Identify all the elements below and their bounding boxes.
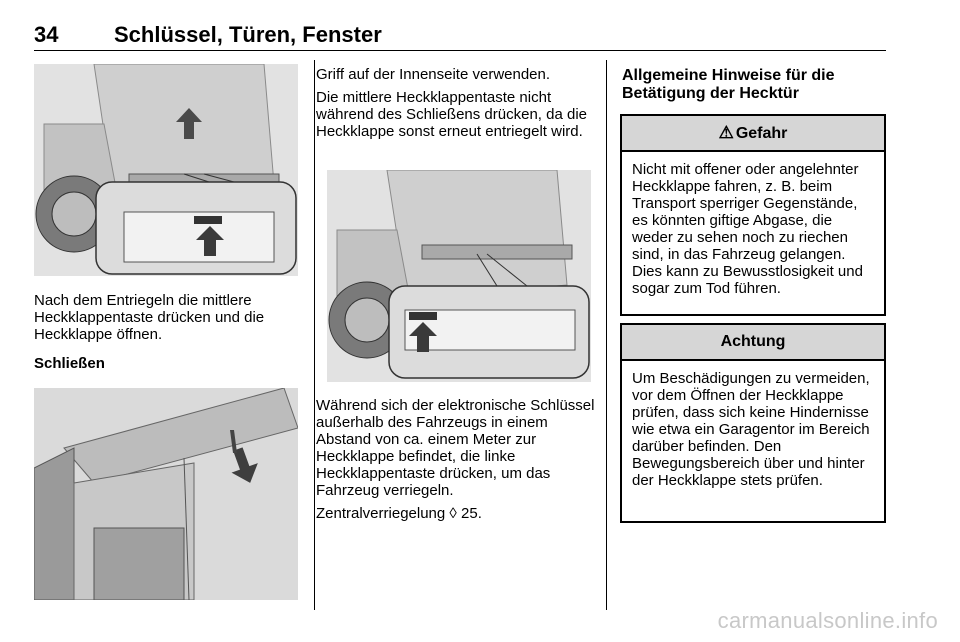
column-divider-left xyxy=(314,60,315,610)
figure-tailgate-left-button xyxy=(327,170,591,382)
figure-tailgate-open xyxy=(34,388,298,600)
section-heading: Allgemeine Hinweise für die Betätigung der Hecktür xyxy=(622,67,835,102)
crossref-page: 25. xyxy=(461,505,482,522)
left-column-text xyxy=(34,292,304,378)
header-rule xyxy=(34,50,886,51)
chapter-title: Schlüssel, Türen, Fenster xyxy=(114,22,382,47)
paragraph-open-tailgate: Nach dem Entriegeln die mittlere Heckklappentaste drücken und die Heckklappe öffnen. xyxy=(34,292,265,343)
subheading-closing: Schließen xyxy=(34,355,105,372)
page-number: 34 xyxy=(34,22,59,47)
figure-tailgate-middle-button xyxy=(34,64,298,276)
paragraph-do-not-press: Die mittlere Heckklappentaste nicht während des Schließens drücken, da die Heckklappe sonst erneut entriegelt wird. xyxy=(316,89,587,140)
warning-triangle-icon: ⚠ xyxy=(718,123,734,142)
page-header xyxy=(34,22,886,54)
column-divider-right xyxy=(606,60,607,610)
caution-body: Um Beschädigungen zu vermeiden, vor dem Öffnen der Heckklappe prüfen, dass sich keine Hindernisse wie etwa ein Garagentor im Bereich darüber befinden. Den Bewegungsbereich über und hinter der Heckklappe stets prüfen. xyxy=(632,370,870,489)
paragraph-electronic-key: Während sich der elektronische Schlüssel außerhalb des Fahrzeugs in einem Abstand von ca. einem Meter zur Heckklappe befindet, die linke Heckklappentaste drücken, um das Fahrzeug verriegeln. xyxy=(316,397,595,499)
notice-danger xyxy=(620,114,886,316)
notice-caution xyxy=(620,323,886,523)
middle-column-bottom-text xyxy=(316,397,598,528)
danger-title: Gefahr xyxy=(735,125,788,142)
watermark: carmanualsonline.info xyxy=(717,608,938,633)
crossref-label: Zentralverriegelung xyxy=(316,505,446,522)
paragraph-inner-handle: Griff auf der Innenseite verwenden. xyxy=(316,66,551,83)
crossref-central-locking xyxy=(316,505,598,522)
danger-title-bar xyxy=(622,116,884,152)
crossref-icon: ◊ xyxy=(449,505,457,522)
danger-body: Nicht mit offener oder angelehnter Heckklappe fahren, z. B. beim Transport sperriger Gegenstände, es könnten giftige Abgase, die weder zu sehen noch zu riechen sind, in das Fahrzeug gelangen. Dies kann zu Bewusstlosigkeit und sogar zum Tod führen. xyxy=(632,161,863,297)
middle-column-top-text xyxy=(316,66,598,146)
caution-title: Achtung xyxy=(622,325,884,361)
